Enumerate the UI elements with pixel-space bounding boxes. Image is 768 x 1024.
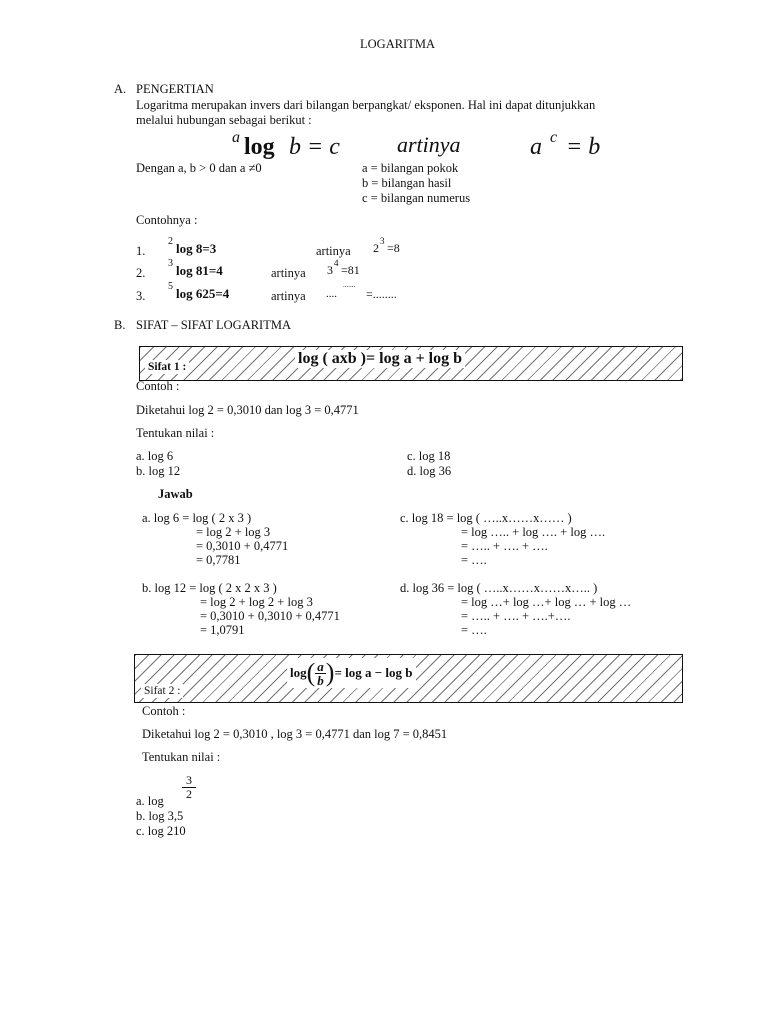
intro-line-2: melalui hubungan sebagai berikut :	[136, 113, 312, 127]
question-c: c. log 18	[407, 449, 451, 463]
answer-b-line-4: = 1,0791	[200, 623, 245, 637]
example-1-expr: log 8=3	[176, 241, 217, 256]
example-3-res-base: ....	[326, 288, 337, 300]
sifat-2-contoh: Contoh :	[142, 704, 186, 718]
answer-a-line-2: = log 2 + log 3	[196, 525, 271, 539]
example-1-res-base: 2	[373, 241, 379, 255]
formula-exp-rhs: = b	[566, 134, 601, 160]
definition-a: a = bilangan pokok	[362, 161, 459, 175]
section-a-heading: PENGERTIAN	[136, 82, 214, 96]
formula-base: a	[232, 129, 240, 146]
formula-rhs: b = c	[289, 134, 340, 160]
sifat-1-contoh: Contoh :	[136, 379, 180, 393]
answer-b-line-1: b. log 12 = log ( 2 x 2 x 3 )	[142, 581, 277, 595]
answer-b-line-3: = 0,3010 + 0,3010 + 0,4771	[200, 609, 340, 623]
example-1-res-rest: =8	[387, 241, 400, 255]
example-2-res-base: 3	[327, 263, 333, 277]
sifat-2-fraction-num: a	[317, 658, 324, 674]
sifat-2-open-paren-glyph: (	[306, 658, 316, 687]
page-title: LOGARITMA	[360, 37, 435, 51]
example-1-base: 2	[168, 236, 173, 247]
section-b-heading: SIFAT – SIFAT LOGARITMA	[136, 318, 291, 332]
answer-a-line-4: = 0,7781	[196, 553, 241, 567]
sifat-2-formula	[287, 658, 416, 688]
condition-text: Dengan a, b > 0 dan a ≠0	[136, 161, 262, 175]
formula-log: log	[244, 134, 275, 160]
sifat-2-fraction-den: b	[317, 672, 324, 688]
sifat-2-question-a-fraction	[182, 774, 196, 801]
example-3-artinya: artinya	[271, 289, 306, 303]
formula-exp-lhs: a	[530, 134, 542, 160]
example-1-num: 1.	[136, 244, 146, 258]
section-b-letter: B.	[114, 318, 126, 332]
question-d: d. log 36	[407, 464, 452, 478]
definition-c: c = bilangan numerus	[362, 191, 471, 205]
sifat-2-fraction	[315, 660, 326, 687]
example-1-artinya: artinya	[316, 244, 351, 258]
example-2-num: 2.	[136, 266, 146, 280]
section-a-letter: A.	[114, 82, 127, 96]
sifat-2-close-paren-glyph: )	[325, 658, 335, 687]
sifat-2-label: Sifat 2 :	[141, 684, 183, 698]
answer-c-line-4: = ….	[461, 553, 487, 567]
example-2-res-rest: =81	[341, 263, 360, 277]
formula-exp-pow: c	[550, 129, 558, 146]
sifat-1-label: Sifat 1 :	[145, 360, 189, 374]
answer-c-line-2: = log ….. + log …. + log ….	[461, 525, 606, 539]
example-3-base: 5	[168, 281, 173, 292]
sifat-1-tentukan: Tentukan nilai :	[136, 426, 215, 440]
sifat-1-known: Diketahui log 2 = 0,3010 dan log 3 = 0,4771	[136, 403, 359, 417]
sifat-2-question-c: c. log 210	[136, 824, 186, 838]
example-2-expr: log 81=4	[176, 263, 223, 278]
example-3-res-rest: =........	[366, 287, 397, 301]
question-a: a. log 6	[136, 449, 174, 463]
sifat-2-known: Diketahui log 2 = 0,3010 , log 3 = 0,4771 dan log 7 = 0,8451	[142, 727, 448, 741]
intro-line-1: Logaritma merupakan invers dari bilangan berpangkat/ eksponen. Hal ini dapat ditunjukkan	[136, 98, 596, 112]
answer-d-line-1: d. log 36 = log ( …..x……x……x….. )	[400, 581, 598, 595]
jawab-label: Jawab	[158, 487, 193, 501]
sifat-2-question-a-num: 3	[186, 773, 192, 787]
formula-artinya: artinya	[397, 132, 461, 157]
answer-a-line-3: = 0,3010 + 0,4771	[196, 539, 289, 553]
sifat-1-formula: log ( axb )= log a + log b	[295, 350, 465, 368]
answer-a-line-1: a. log 6 = log ( 2 x 3 )	[142, 511, 252, 525]
sifat-2-formula-log: log	[290, 665, 307, 680]
question-b: b. log 12	[136, 464, 181, 478]
answer-c-line-3: = ….. + …. + ….	[461, 539, 548, 553]
answer-c-line-1: c. log 18 = log ( …..x……x…… )	[400, 511, 572, 525]
example-3-num: 3.	[136, 289, 146, 303]
example-2-artinya: artinya	[271, 266, 306, 280]
answer-d-line-2: = log …+ log …+ log … + log …	[461, 595, 632, 609]
sifat-2-question-b: b. log 3,5	[136, 809, 184, 823]
sifat-2-tentukan: Tentukan nilai :	[142, 750, 221, 764]
example-2-base: 3	[168, 258, 173, 269]
example-1-res-pow: 3	[380, 236, 385, 246]
sifat-2-formula-rhs: = log a − log b	[334, 665, 413, 680]
contoh-label: Contohnya :	[136, 213, 198, 227]
answer-d-line-4: = ….	[461, 623, 487, 637]
example-3-expr: log 625=4	[176, 286, 230, 301]
answer-d-line-3: = ….. + …. + ….+….	[461, 609, 571, 623]
example-2-res-pow: 4	[334, 258, 339, 268]
sifat-2-question-a-den: 2	[182, 787, 196, 801]
sifat-2-question-a: a. log	[136, 794, 164, 808]
definition-b: b = bilangan hasil	[362, 176, 452, 190]
answer-b-line-2: = log 2 + log 2 + log 3	[200, 595, 313, 609]
example-3-res-pow: .......	[343, 281, 356, 289]
